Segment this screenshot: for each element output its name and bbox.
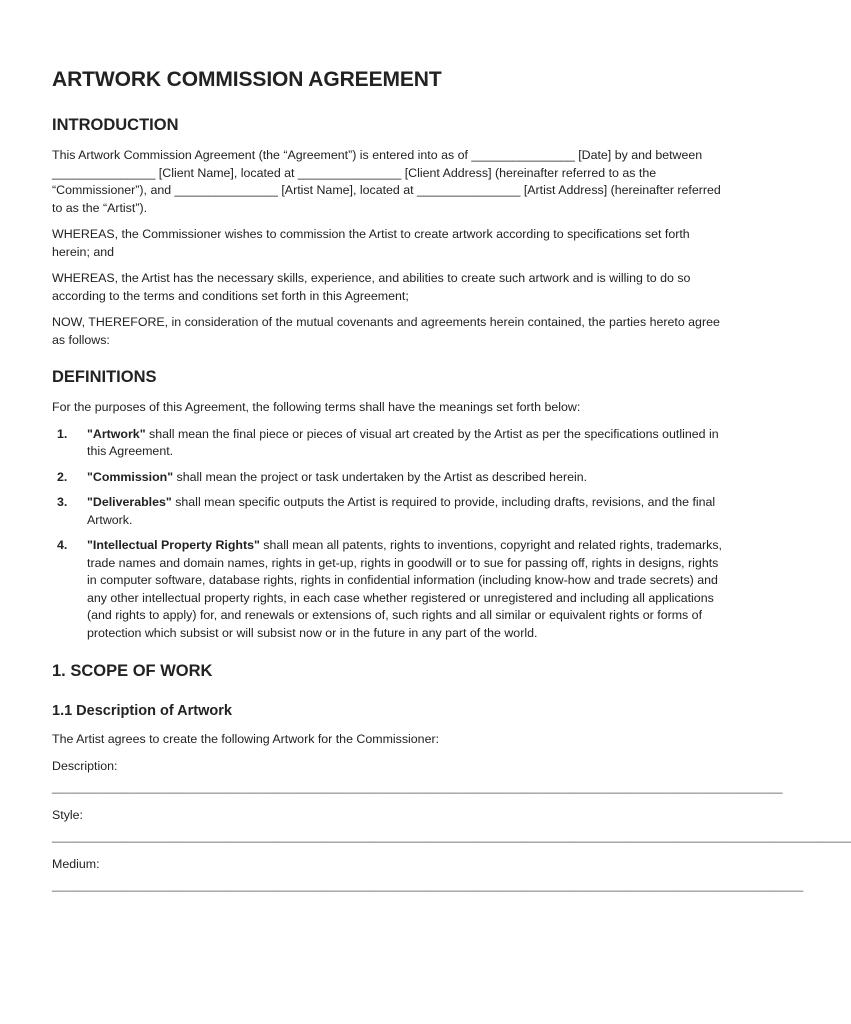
definition-term: "Commission"	[87, 469, 174, 484]
definition-term: "Intellectual Property Rights"	[87, 538, 260, 552]
definitions-section	[52, 368, 722, 642]
scope-section	[52, 662, 851, 895]
description-label: Description:	[52, 758, 118, 773]
whereas-paragraph-2: WHEREAS, the Artist has the necessary skills, experience, and abilities to create such artwork and is willing to do so according to the terms and conditions set forth in this Agreement;	[52, 271, 691, 303]
definition-term: "Artwork"	[87, 426, 146, 441]
whereas-paragraph-1: WHEREAS, the Commissioner wishes to commission the Artist to create artwork according to specifications set forth herein; and	[52, 227, 690, 259]
now-therefore-paragraph: NOW, THEREFORE, in consideration of the mutual covenants and agreements herein contained, the parties hereto agree as follows:	[52, 315, 720, 347]
description-subsection	[52, 703, 851, 895]
intro-paragraph: This Artwork Commission Agreement (the “Agreement”) is entered into as of _______________ [Date] by and between _______________ [Client Name], located at _______________ [Client Address] (hereinafter referred to as the “Commissioner”), and _______________ [Artist Name], located at _______________ [Artist Address] (hereinafter referred to as the “Artist”).	[52, 148, 721, 215]
definition-number: 1.	[57, 426, 68, 441]
definition-item	[52, 494, 722, 529]
scope-heading: 1. SCOPE OF WORK	[52, 662, 213, 680]
introduction-section	[52, 116, 722, 349]
description-subheading: 1.1 Description of Artwork	[52, 703, 232, 719]
document-title: ARTWORK COMMISSION AGREEMENT	[52, 68, 442, 91]
style-label: Style:	[52, 807, 83, 822]
definition-text: shall mean all patents, rights to inventions, copyright and related rights, trademarks, trade names and domain names, rights in get-up, rights in goodwill or to sue for passing off, rights in designs, rights in computer software, database rights, rights in confidential information (including know-how and trade secrets) and any other intellectual property rights, in each case whether registered or unregistered and including all applications (and rights to apply) for, and renewals or extensions of, such rights and all similar or equivalent rights or forms of protection which subsist or will subsist now or in the future in any part of the world.	[87, 538, 722, 640]
style-blank-line[interactable]: ____________________________________________________________________________________________________________________	[52, 829, 851, 843]
description-blank-line[interactable]: __________________________________________________________________________________________________________	[52, 780, 783, 794]
definitions-heading: DEFINITIONS	[52, 368, 157, 386]
definition-text: shall mean specific outputs the Artist is required to provide, including drafts, revisions, and the final Artwork.	[87, 495, 716, 527]
medium-label: Medium:	[52, 856, 100, 871]
definition-number: 3.	[57, 495, 68, 509]
definition-number: 4.	[57, 538, 68, 552]
definition-item	[52, 426, 722, 461]
introduction-heading: INTRODUCTION	[52, 116, 179, 134]
definitions-list	[52, 426, 722, 643]
definition-term: "Deliverables"	[87, 495, 172, 509]
medium-blank-line[interactable]: _____________________________________________________________________________________________________________	[52, 878, 804, 892]
definition-item	[52, 537, 722, 642]
definition-text: shall mean the final piece or pieces of visual art created by the Artist as per the specifications outlined in this Agreement.	[87, 426, 719, 458]
definition-item	[52, 469, 722, 487]
definition-number: 2.	[57, 469, 68, 484]
definition-text: shall mean the project or task undertaken by the Artist as described herein.	[173, 469, 588, 484]
scope-intro: The Artist agrees to create the following Artwork for the Commissioner:	[52, 732, 440, 746]
document-body	[52, 68, 851, 905]
definitions-intro: For the purposes of this Agreement, the following terms shall have the meanings set forth below:	[52, 400, 581, 414]
